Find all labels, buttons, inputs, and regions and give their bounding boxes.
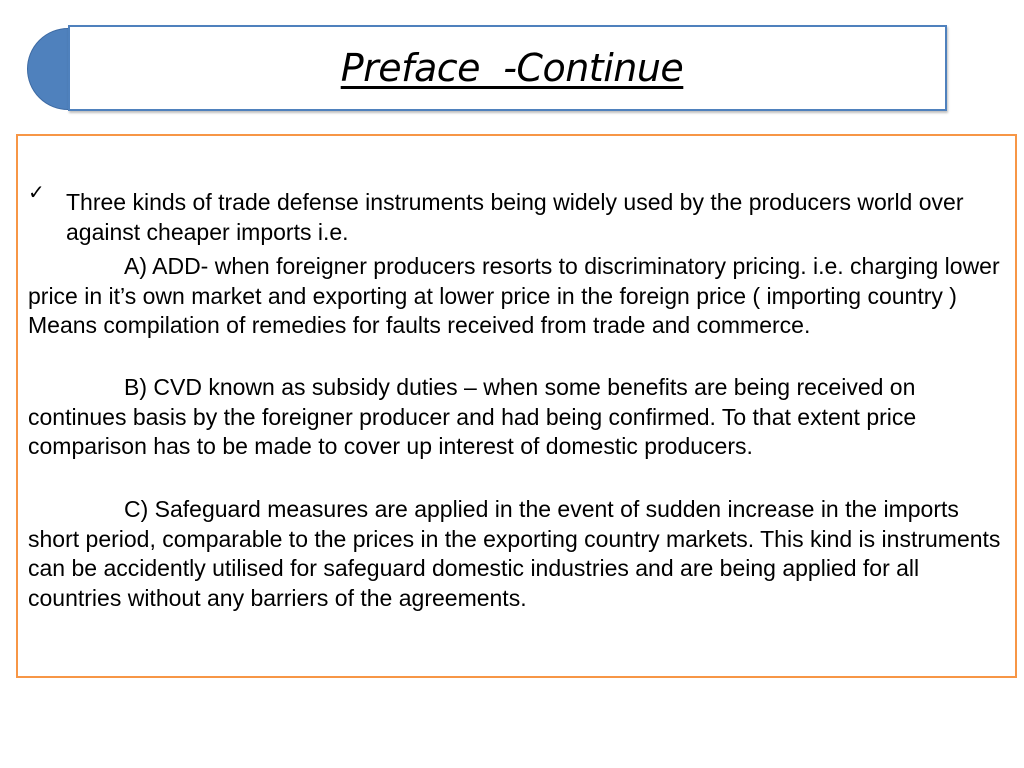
paragraph-add bbox=[28, 252, 1008, 341]
paragraph-cvd bbox=[28, 373, 1008, 462]
paragraph-cvd-text: B) CVD known as subsidy duties – when some benefits are being received on continues basis by the foreigner producer and had being confirmed. To that extent price comparison has to be made to cover up interest of domestic producers. bbox=[28, 374, 917, 459]
paragraph-safeguard bbox=[28, 495, 1008, 613]
slide-title: Preface -Continue bbox=[340, 46, 684, 90]
intro-paragraph bbox=[66, 188, 1016, 247]
paragraph-add-text: A) ADD- when foreigner producers resorts to discriminatory pricing. i.e. charging lower price in it’s own market and exporting at lower price in the foreign price ( importing country ) Means compilation of remedies for faults received from trade and commerce. bbox=[28, 253, 1000, 338]
checkmark-icon: ✓ bbox=[28, 180, 45, 204]
paragraph-safeguard-text: C) Safeguard measures are applied in the event of sudden increase in the imports short period, comparable to the prices in the exporting country markets. This kind is instruments can be accidently utilised for safeguard domestic industries and are being applied for all countries without any barriers of the agreements. bbox=[28, 496, 1001, 611]
intro-text: Three kinds of trade defense instruments being widely used by the producers world over against cheaper imports i.e. bbox=[66, 189, 964, 245]
